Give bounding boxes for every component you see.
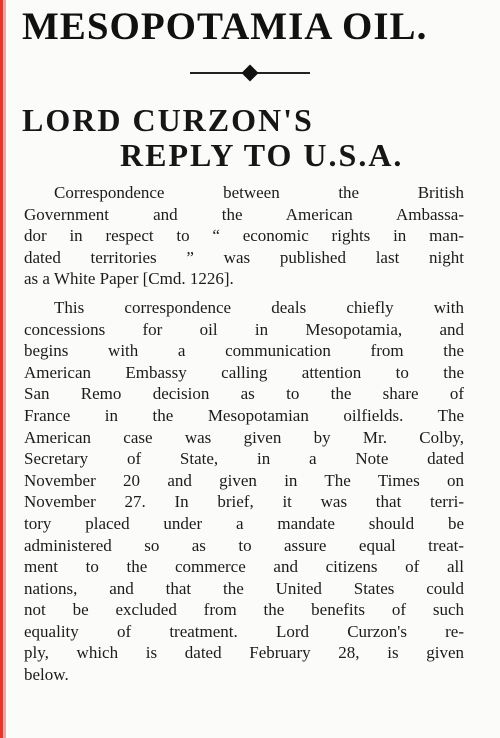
article-line: November 20 and given in The Times on bbox=[24, 470, 464, 490]
red-margin-stripe bbox=[0, 0, 6, 738]
article-line: American Embassy calling attention to the bbox=[24, 362, 464, 382]
article-line: tory placed under a mandate should be bbox=[24, 513, 464, 533]
article-line: Secretary of State, in a Note dated bbox=[24, 449, 464, 469]
article-line: November 27. In brief, it was that terri- bbox=[24, 492, 464, 512]
article-line: dor in respect to “ economic rights in man- bbox=[24, 226, 464, 246]
article-line: Correspondence between the British bbox=[54, 183, 464, 202]
article-line: as a White Paper [Cmd. 1226]. bbox=[24, 269, 234, 289]
article-line: France in the Mesopotamian oilfields. The bbox=[24, 405, 464, 425]
article-line: below. bbox=[24, 665, 69, 685]
article-line: This correspondence deals chiefly with bbox=[54, 297, 464, 317]
article-line: nations, and that the United States could bbox=[24, 578, 464, 598]
subheadline-line-2: REPLY TO U.S.A. bbox=[120, 137, 404, 173]
rule-diamond-ornament bbox=[242, 65, 259, 82]
article-line: ment to the commerce and citizens of all bbox=[24, 557, 464, 577]
article-line: San Remo decision as to the share of bbox=[24, 384, 464, 404]
article-line: Government and the American Ambassa- bbox=[24, 204, 464, 224]
article-body bbox=[24, 182, 464, 686]
article-line: American case was given by Mr. Colby, bbox=[24, 427, 464, 447]
article-line: administered so as to assure equal treat- bbox=[24, 535, 464, 555]
article-line: ply, which is dated February 28, is given bbox=[24, 643, 464, 663]
article-line: concessions for oil in Mesopotamia, and bbox=[24, 319, 464, 339]
article-line: not be excluded from the benefits of such bbox=[24, 600, 464, 620]
article-line: equality of treatment. Lord Curzon's re- bbox=[24, 621, 464, 641]
article-line: begins with a communication from the bbox=[24, 341, 464, 361]
article-line: dated territories ” was published last night bbox=[24, 247, 464, 267]
headline: MESOPOTAMIA OIL. bbox=[22, 5, 428, 48]
subheadline-line-1: LORD CURZON'S bbox=[22, 102, 314, 138]
